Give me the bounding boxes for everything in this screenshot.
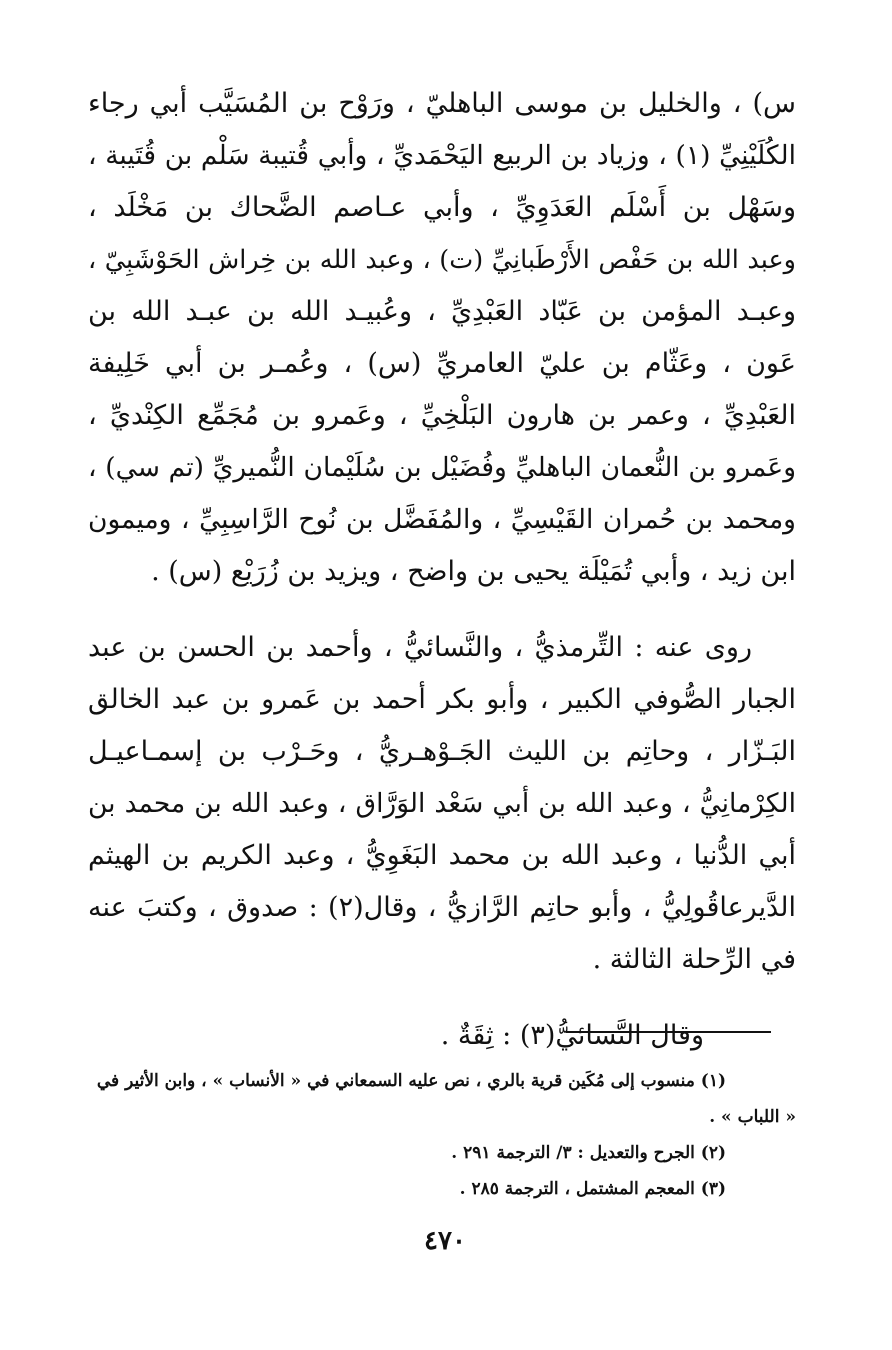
text-line: وعبـد المؤمن بن عَبّاد العَبْدِيِّ ، وعُبيـد الله بن عبـد الله بن: [88, 296, 796, 327]
text-line: في الرِّحلة الثالثة .: [592, 944, 796, 975]
text-line: الدَّيرعاقُولِيُّ ، وأبو حاتِم الرَّازيُّ ، وقال(٢) : صدوق ، وكتبَ عنه: [88, 892, 796, 923]
footnote-line: (٣) المعجم المشتمل ، الترجمة ٢٨٥ .: [459, 1179, 726, 1199]
text-line: وعَمرو بن النُّعمان الباهليِّ وفُضَيْل بن سُلَيْمان النُّميريِّ (تم سي) ،: [88, 452, 796, 483]
text-line: س) ، والخليل بن موسى الباهليّ ، ورَوْح بن المُسَيَّب أبي رجاء: [88, 88, 796, 119]
paragraph-teachers: [88, 78, 796, 598]
text-line: الكِرْمانِيُّ ، وعبد الله بن أبي سَعْد الوَرَّاق ، وعبد الله بن محمد بن: [88, 788, 796, 819]
footnote-line: (١) منسوب إلى مُكَين قرية بالري ، نص عليه السمعاني في « الأنساب » ، وابن الأثير في: [96, 1071, 726, 1091]
main-text: [88, 78, 796, 1062]
text-line: البَـزّار ، وحاتِم بن الليث الجَـوْهـريُّ ، وحَـرْب بن إسمـاعيـل: [88, 736, 796, 767]
text-line: الجبار الصُّوفي الكبير ، وأبو بكر أحمد بن عَمرو بن عبد الخالق: [88, 684, 796, 715]
text-line: الكُلَيْنِيِّ (١) ، وزياد بن الربيع اليَحْمَديِّ ، وأبي قُتيبة سَلْم بن قُتَيبة ،: [88, 140, 796, 171]
text-line: أبي الدُّنيا ، وعبد الله بن محمد البَغَوِيُّ ، وعبد الكريم بن الهيثم: [88, 840, 796, 871]
paragraph-students: [88, 622, 796, 986]
footnotes: [86, 1063, 796, 1207]
paragraph-gap: [88, 986, 796, 1010]
footnote-line: « اللباب » .: [709, 1107, 796, 1127]
text-line: وسَهْل بن أَسْلَم العَدَوِيِّ ، وأبي عـاصم الضَّحاك بن مَخْلَد ،: [88, 192, 796, 223]
text-line: روى عنه : التِّرمذيُّ ، والنَّسائيُّ ، وأحمد بن الحسن بن عبد: [88, 632, 752, 663]
text-line: العَبْدِيِّ ، وعمر بن هارون البَلْخِيِّ ، وعَمرو بن مُجَمِّع الكِنْديِّ ،: [88, 400, 796, 431]
text-line: عَون ، وعَثّام بن عليّ العامريِّ (س) ، وعُمـر بن أبي خَلِيفة: [88, 348, 796, 379]
footnote-line: (٢) الجرح والتعديل : ٣/ الترجمة ٢٩١ .: [451, 1143, 726, 1163]
text-line: وعبد الله بن حَفْص الأَرْطَبانِيِّ (ت) ، وعبد الله بن خِراش الحَوْشَبِيّ ،: [88, 245, 796, 275]
footnote-separator: [566, 1031, 771, 1033]
paragraph-nasai-verdict: [88, 1010, 796, 1062]
text-line: وقال النَّسائيُّ(٣) : ثِقَةٌ .: [440, 1020, 704, 1051]
text-line: ابن زيد ، وأبي تُمَيْلَة يحيى بن واضح ، ويزيد بن زُرَيْع (س) .: [151, 556, 796, 587]
paragraph-gap: [88, 598, 796, 622]
page-number: ٤٧٠: [424, 1226, 466, 1256]
text-line: ومحمد بن حُمران القَيْسِيِّ ، والمُفَضَّل بن نُوح الرَّاسِبِيِّ ، وميمون: [88, 504, 796, 535]
